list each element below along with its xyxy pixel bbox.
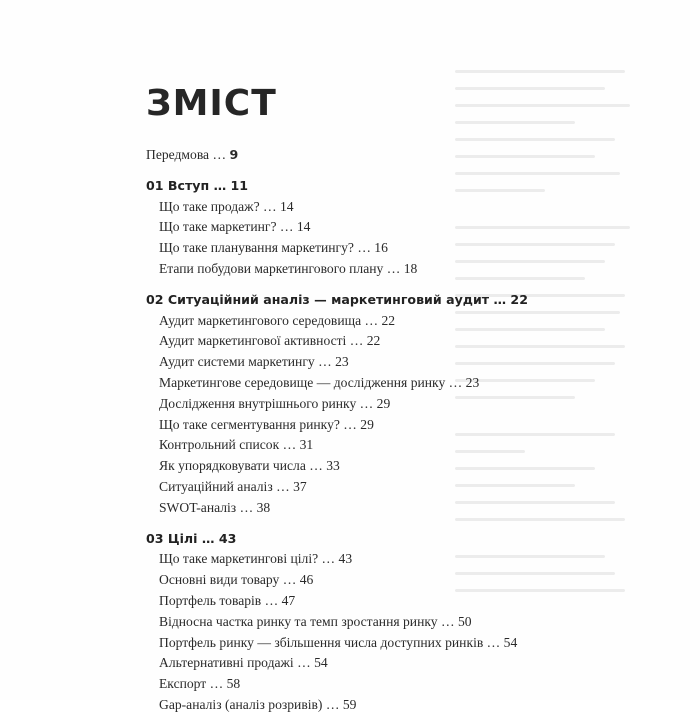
toc-entry-preface xyxy=(146,145,566,166)
toc-entry: Що таке сегментування ринку? … 29 xyxy=(159,416,374,432)
toc-entry: Контрольний список … 31 xyxy=(159,437,314,453)
toc-entry: Етапи побудови маркетингового плану … 18 xyxy=(159,260,418,276)
chapter-03 xyxy=(146,529,566,716)
toc-entry: Відносна частка ринку та темп зростання ринку … 50 xyxy=(159,613,472,629)
toc-entry: Експорт … 58 xyxy=(159,676,241,692)
toc-entry: Що таке продаж? … 14 xyxy=(159,198,294,214)
toc-entry: Аудит маркетингового середовища … 22 xyxy=(159,312,396,328)
toc-entry: Портфель ринку — збільшення числа доступних ринків … 54 xyxy=(159,634,518,650)
toc-entry: Альтернативні продажі … 54 xyxy=(159,655,328,671)
toc-entry: Аудит маркетингової активності … 22 xyxy=(159,333,381,349)
toc-entry: Дослідження внутрішнього ринку … 29 xyxy=(159,395,391,411)
toc-entry: Аудит системи маркетингу … 23 xyxy=(159,354,349,370)
toc-entry: Gap-аналіз (аналіз розривів) … 59 xyxy=(159,696,357,712)
preface-page: 9 xyxy=(229,147,239,162)
table-of-contents xyxy=(146,143,566,716)
toc-entry: Портфель товарів … 47 xyxy=(159,592,296,608)
toc-entry: Як упорядковувати числа … 33 xyxy=(159,458,340,474)
toc-entry: Що таке планування маркетингу? … 16 xyxy=(159,240,388,256)
chapter-heading: 02 Ситуаційний аналіз — маркетинговий аудит … 22 xyxy=(146,291,528,307)
chapter-heading: 03 Цілі … 43 xyxy=(146,530,237,546)
toc-entry: Що таке маркетинг? … 14 xyxy=(159,219,311,235)
chapter-02 xyxy=(146,290,566,519)
separator: … xyxy=(209,147,230,162)
toc-entry: Ситуаційний аналіз … 37 xyxy=(159,478,307,494)
page-title: ЗМІСТ xyxy=(146,83,277,124)
toc-entry: Маркетингове середовище — дослідження ринку … 23 xyxy=(159,374,480,390)
toc-entry: Що таке маркетингові цілі? … 43 xyxy=(159,551,353,567)
preface-label: Передмова xyxy=(146,147,210,162)
chapter-01 xyxy=(146,176,566,280)
chapter-heading: 01 Вступ … 11 xyxy=(146,177,249,193)
toc-entry: Основні види товару … 46 xyxy=(159,572,314,588)
toc-entry: SWOT-аналіз … 38 xyxy=(159,499,271,515)
